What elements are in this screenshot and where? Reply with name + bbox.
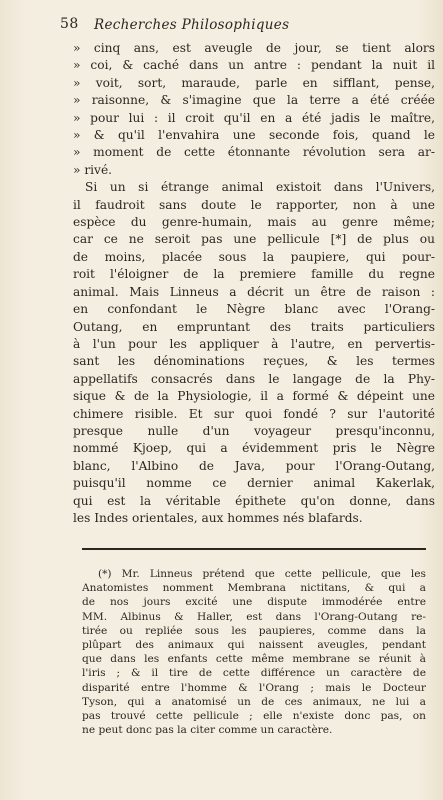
text-line: à l'un pour les appliquer à l'autre, en pervertis- <box>73 336 435 351</box>
page-header <box>60 16 432 36</box>
running-title: Recherches Philosophiques <box>94 17 290 33</box>
text-line: » & qu'il l'envahira une seconde fois, quand le <box>73 128 435 143</box>
text-line: nommé Kjoep, qui a évidemment pris le Nègre <box>73 441 435 456</box>
text-line: puisqu'il nomme ce dernier animal Kakerlak, <box>73 476 435 491</box>
text-line: Outang, en empruntant des traits particuliers <box>73 319 435 334</box>
footnote-line: Tyson, qui a anatomisé un de ces animaux, ne lui a <box>82 695 426 708</box>
text-line: il faudroit sans doute le rapporter, non à une <box>73 197 435 212</box>
text-line: de moins, placée sous la paupiere, qui pour- <box>73 249 435 264</box>
footnote-line: MM. Albinus & Haller, est dans l'Orang-Outang re- <box>82 610 426 623</box>
footnote-line: que dans les enfants cette même membrane se réunit à <box>82 653 426 666</box>
text-line: » voit, sort, maraude, parle en sifflant, pense, <box>73 75 435 90</box>
main-text-block <box>73 40 435 527</box>
text-line: » rivé. <box>73 162 113 177</box>
text-line: » coi, & caché dans un antre : pendant la nuit il <box>73 58 435 73</box>
text-line: car ce ne seroit pas une pellicule [*] de plus ou <box>73 232 435 247</box>
text-line-paragraph-start <box>73 179 435 196</box>
text-line: chimere risible. Et sur quoi fondé ? sur l'autorité <box>73 406 435 421</box>
text-line: les Indes orientales, aux hommes nés blafards. <box>73 510 363 525</box>
footnote-line: tirée ou repliée sous les paupieres, comme dans la <box>82 624 426 637</box>
text-line: » cinq ans, est aveugle de jour, se tient alors <box>73 41 435 55</box>
footnote-line: de nos jours excité une dispute immodérée entre <box>82 596 426 609</box>
text-line: » pour lui : il croit qu'il en a été jadis le maître, <box>73 110 435 125</box>
footnote-line: pas trouvé cette pellicule ; elle n'existe donc pas, on <box>82 710 426 723</box>
text-line: sique & de la Physiologie, il a formé & dépeint une <box>73 389 435 404</box>
text-line: appellatifs consacrés dans le langage de la Phy- <box>73 371 435 386</box>
text-line: Si un si étrange animal existoit dans l'Univers, <box>85 180 435 195</box>
page-number: 58 <box>60 16 79 32</box>
footnote-line: ne peut donc pas la citer comme un caractère. <box>82 724 333 737</box>
footnote-block <box>82 567 426 737</box>
footnote-line: disparité entre l'homme & l'Orang ; mais le Docteur <box>82 681 426 694</box>
footnote-line: Anatomistes nomment Membrana nictitans, & qui a <box>82 582 426 595</box>
text-line: animal. Mais Linneus a décrit un être de raison : <box>73 284 435 299</box>
text-line: roit l'éloigner de la premiere famille du regne <box>73 267 435 282</box>
text-line: » moment de cette étonnante révolution sera ar- <box>73 145 435 160</box>
text-line: » raisonne, & s'imagine que la terre a été créée <box>73 93 435 108</box>
text-line: espèce du genre-humain, mais au genre même; <box>73 215 435 230</box>
footnote-line: l'iris ; & il tire de cette différence un caractère de <box>82 667 426 680</box>
footnote-line: plûpart des animaux qui naissent aveugles, pendant <box>82 639 426 652</box>
text-line: qui est la véritable épithete qu'on donne, dans <box>73 493 435 508</box>
text-line: en confondant le Nègre blanc avec l'Orang- <box>73 302 435 317</box>
text-line: sant les dénominations reçues, & les termes <box>73 354 435 369</box>
footnote-separator-rule <box>82 548 426 550</box>
text-line: blanc, l'Albino de Java, pour l'Orang-Outang, <box>73 458 435 473</box>
footnote-line: (*) Mr. Linneus prétend que cette pellicule, que les <box>98 568 426 580</box>
text-line: presque nulle d'un voyageur presqu'inconnu, <box>73 423 435 438</box>
footnote-line-start <box>82 567 426 581</box>
